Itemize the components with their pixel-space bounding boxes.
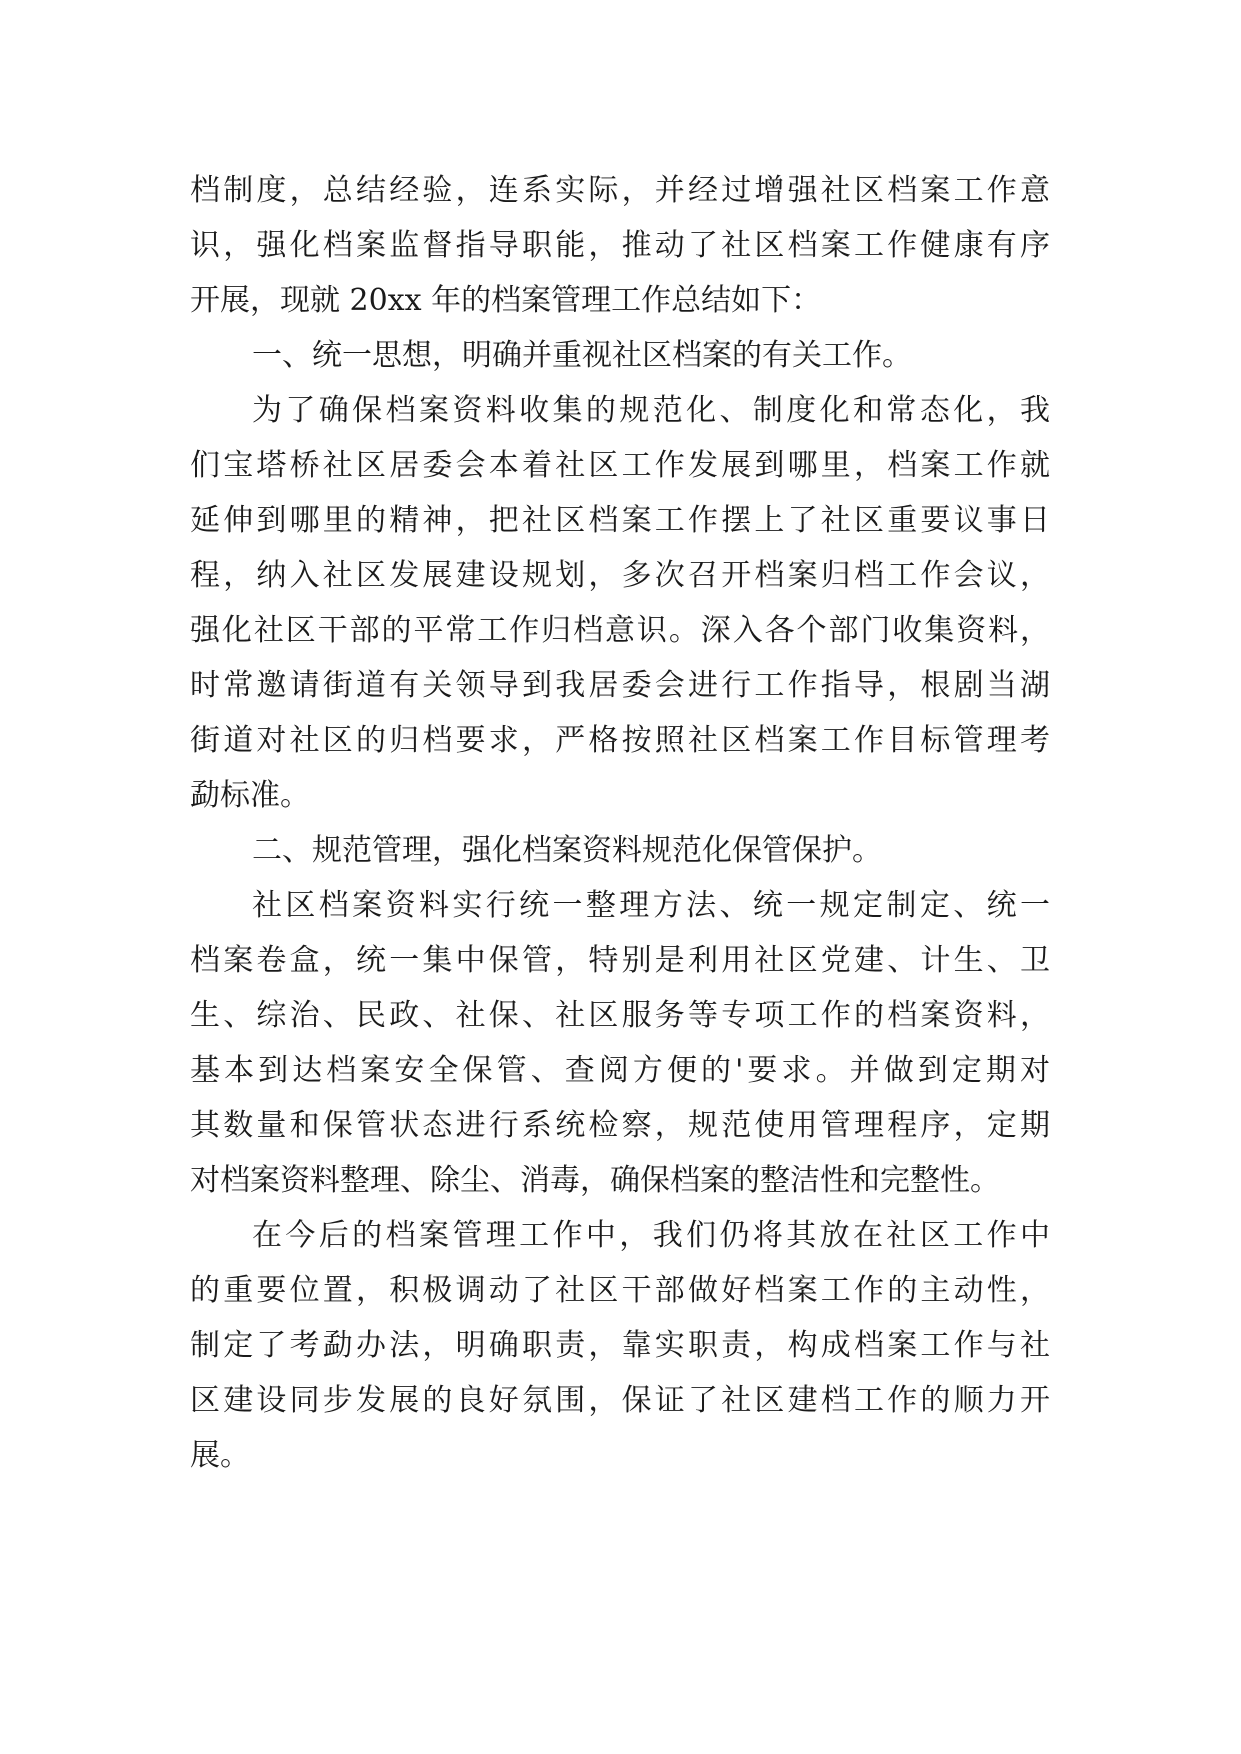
text-line: 延伸到哪里的精神，把社区档案工作摆上了社区重要议事日 xyxy=(190,503,1050,538)
text-line: 时常邀请街道有关领导到我居委会进行工作指导，根剧当湖 xyxy=(190,668,1050,703)
text-line: 识，强化档案监督指导职能，推动了社区档案工作健康有序 xyxy=(190,228,1050,263)
text-line: 基本到达档案安全保管、查阅方便的'要求。并做到定期对 xyxy=(190,1053,1050,1088)
text-line: 为了确保档案资料收集的规范化、制度化和常态化，我 xyxy=(252,393,1050,428)
text-line: 的重要位置，积极调动了社区干部做好档案工作的主动性， xyxy=(190,1273,1050,1308)
document-body xyxy=(190,163,1050,1483)
text-line: 程，纳入社区发展建设规划，多次召开档案归档工作会议， xyxy=(190,558,1050,593)
text-line: 区建设同步发展的良好氛围，保证了社区建档工作的顺力开 xyxy=(190,1383,1050,1418)
text-line: 们宝塔桥社区居委会本着社区工作发展到哪里，档案工作就 xyxy=(190,448,1050,483)
text-line: 展。 xyxy=(190,1438,250,1473)
section-1-body xyxy=(190,383,1050,823)
closing-paragraph xyxy=(190,1208,1050,1483)
text-line: 勐标准。 xyxy=(190,778,310,813)
text-line: 其数量和保管状态进行系统检察，规范使用管理程序，定期 xyxy=(190,1108,1050,1143)
text-line: 制定了考勐办法，明确职责，靠实职责，构成档案工作与社 xyxy=(190,1328,1050,1363)
text-line: 二、规范管理，强化档案资料规范化保管保护。 xyxy=(252,833,882,868)
text-line: 对档案资料整理、除尘、消毒，确保档案的整洁性和完整性。 xyxy=(190,1163,1000,1198)
text-line: 开展，现就 20xx 年的档案管理工作总结如下： xyxy=(190,283,822,318)
text-line: 生、综治、民政、社保、社区服务等专项工作的档案资料， xyxy=(190,998,1050,1033)
text-line: 街道对社区的归档要求，严格按照社区档案工作目标管理考 xyxy=(190,723,1050,758)
section-2-body xyxy=(190,878,1050,1208)
section-heading-2 xyxy=(190,823,1050,878)
text-line: 档案卷盒，统一集中保管，特别是利用社区党建、计生、卫 xyxy=(190,943,1050,978)
section-heading-1 xyxy=(190,328,1050,383)
text-line: 在今后的档案管理工作中，我们仍将其放在社区工作中 xyxy=(252,1218,1050,1253)
text-line: 强化社区干部的平常工作归档意识。深入各个部门收集资料， xyxy=(190,613,1050,648)
intro-paragraph xyxy=(190,163,1050,328)
text-line: 一、统一思想，明确并重视社区档案的有关工作。 xyxy=(252,338,912,373)
text-line: 社区档案资料实行统一整理方法、统一规定制定、统一 xyxy=(252,888,1050,923)
text-line: 档制度，总结经验，连系实际，并经过增强社区档案工作意 xyxy=(190,173,1050,208)
